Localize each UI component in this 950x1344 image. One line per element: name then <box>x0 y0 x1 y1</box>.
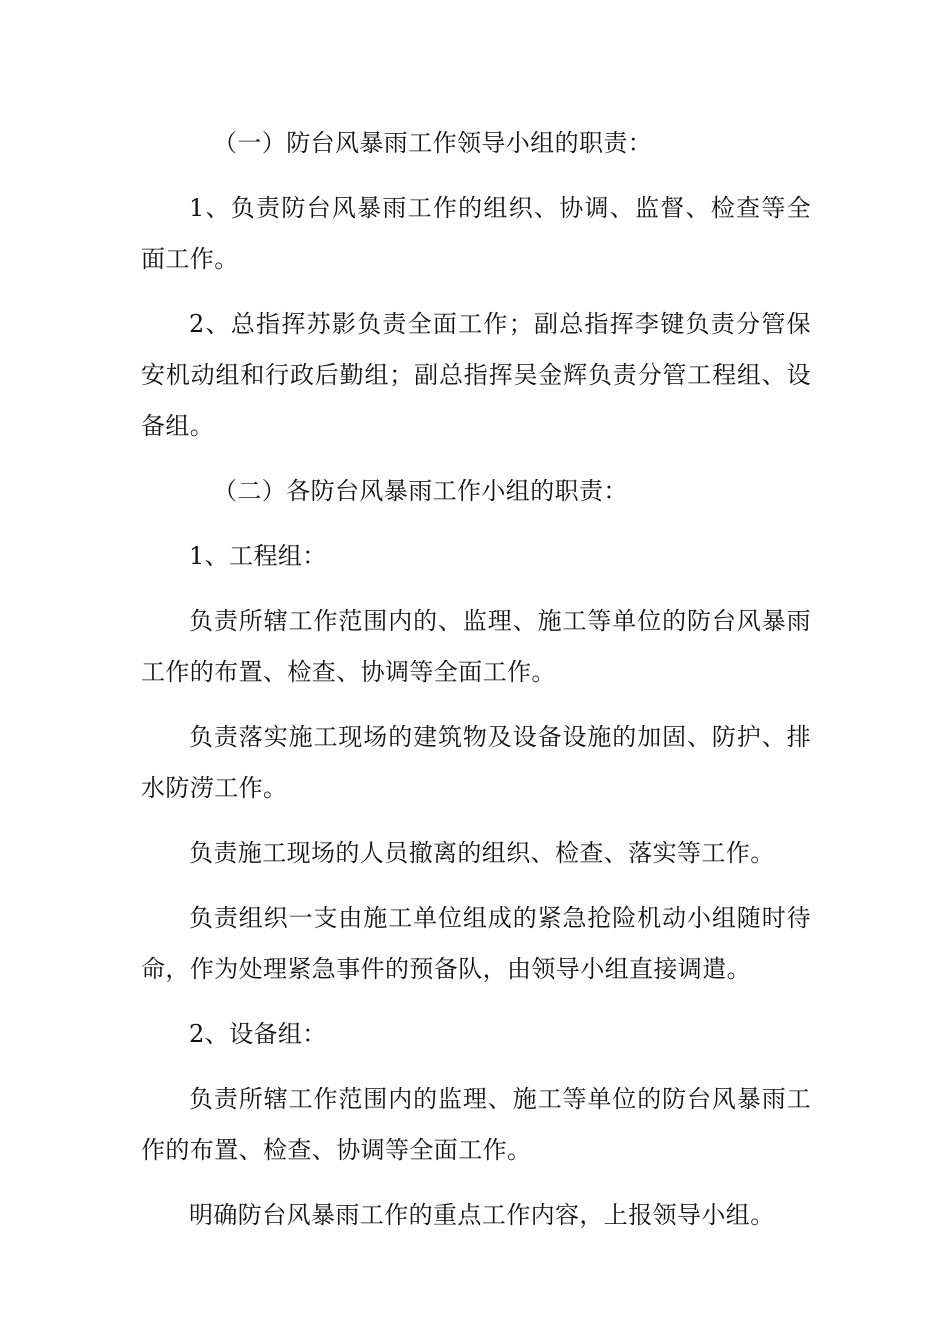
paragraph-item-2: 2、总指挥苏影负责全面工作；副总指挥李键负责分管保安机动组和行政后勤组；副总指挥吴金辉负责分管工程组、设备组。 <box>141 310 811 440</box>
paragraph-equipment-report: 明确防台风暴雨工作的重点工作内容，上报领导小组。 <box>189 1201 775 1229</box>
section-heading-leadership-duties: （一）防台风暴雨工作领导小组的职责： <box>213 129 653 157</box>
paragraph-engineering-emergency-team: 负责组织一支由施工单位组成的紧急抢险机动小组随时待命，作为处理紧急事件的预备队，由领导小组直接调遣。 <box>141 904 811 983</box>
paragraph-equipment-scope: 负责所辖工作范围内的监理、施工等单位的防台风暴雨工作的布置、检查、协调等全面工作。 <box>141 1085 811 1164</box>
subheading-engineering-group: 1、工程组： <box>189 542 327 570</box>
section-heading-group-duties: （二）各防台风暴雨工作小组的职责： <box>213 477 628 505</box>
paragraph-engineering-evacuation: 负责施工现场的人员撤离的组织、检查、落实等工作。 <box>189 839 775 867</box>
paragraph-engineering-reinforcement: 负责落实施工现场的建筑物及设备设施的加固、防护、排水防涝工作。 <box>141 723 811 802</box>
subheading-equipment-group: 2、设备组： <box>189 1020 327 1048</box>
paragraph-engineering-scope: 负责所辖工作范围内的、监理、施工等单位的防台风暴雨工作的布置、检查、协调等全面工作。 <box>141 607 811 686</box>
document-body <box>141 118 811 1255</box>
paragraph-item-1: 1、负责防台风暴雨工作的组织、协调、监督、检查等全面工作。 <box>141 194 811 273</box>
